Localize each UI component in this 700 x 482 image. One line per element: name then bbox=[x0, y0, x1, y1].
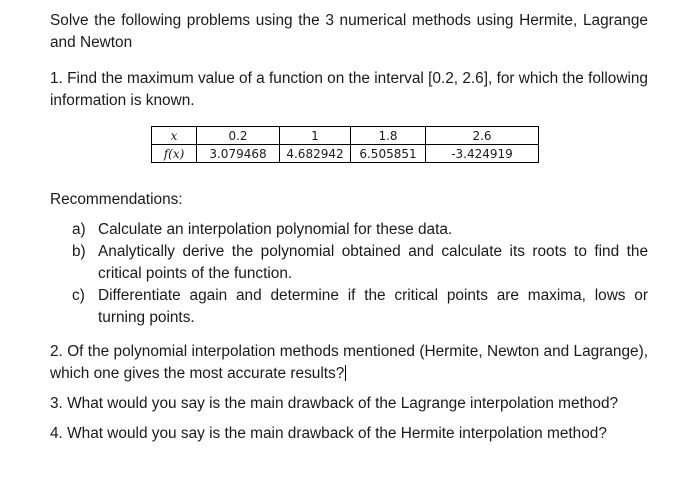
data-table bbox=[151, 126, 539, 163]
list-item bbox=[72, 219, 648, 241]
fx-value: -3.424919 bbox=[426, 145, 539, 163]
fx-value: 6.505851 bbox=[351, 145, 426, 163]
item-text: Analytically derive the polynomial obtained and calculate its roots to find the critical points of the function. bbox=[98, 243, 648, 282]
question-2 bbox=[50, 341, 648, 385]
fx-header: f(x) bbox=[152, 145, 197, 163]
table-row-fx bbox=[152, 145, 539, 163]
question-2-text: 2. Of the polynomial interpolation methods mentioned (Hermite, Newton and Lagrange), which one gives the most accurate results? bbox=[50, 343, 648, 382]
x-value: 0.2 bbox=[197, 127, 280, 145]
item-text: Calculate an interpolation polynomial for these data. bbox=[98, 221, 453, 238]
text-cursor bbox=[345, 365, 346, 381]
list-item bbox=[72, 241, 648, 285]
list-item bbox=[72, 285, 648, 329]
item-letter: c) bbox=[72, 287, 85, 304]
intro-text: Solve the following problems using the 3 numerical methods using Hermite, Lagrange and Newton bbox=[50, 12, 648, 51]
question-1: 1. Find the maximum value of a function on the interval [0.2, 2.6], for which the following information is known. bbox=[50, 70, 648, 109]
item-text: Differentiate again and determine if the critical points are maxima, lows or turning points. bbox=[98, 287, 648, 326]
x-value: 1.8 bbox=[351, 127, 426, 145]
question-4: 4. What would you say is the main drawback of the Hermite interpolation method? bbox=[50, 425, 607, 442]
fx-value: 4.682942 bbox=[280, 145, 351, 163]
x-value: 1 bbox=[280, 127, 351, 145]
fx-value: 3.079468 bbox=[197, 145, 280, 163]
x-value: 2.6 bbox=[426, 127, 539, 145]
recommendations-title: Recommendations: bbox=[50, 191, 183, 208]
item-letter: a) bbox=[72, 221, 86, 238]
document-body bbox=[50, 10, 648, 445]
recommendations-list bbox=[50, 219, 648, 329]
x-header: x bbox=[152, 127, 197, 145]
item-letter: b) bbox=[72, 243, 86, 260]
question-3: 3. What would you say is the main drawback of the Lagrange interpolation method? bbox=[50, 395, 619, 412]
table-row-x bbox=[152, 127, 539, 145]
